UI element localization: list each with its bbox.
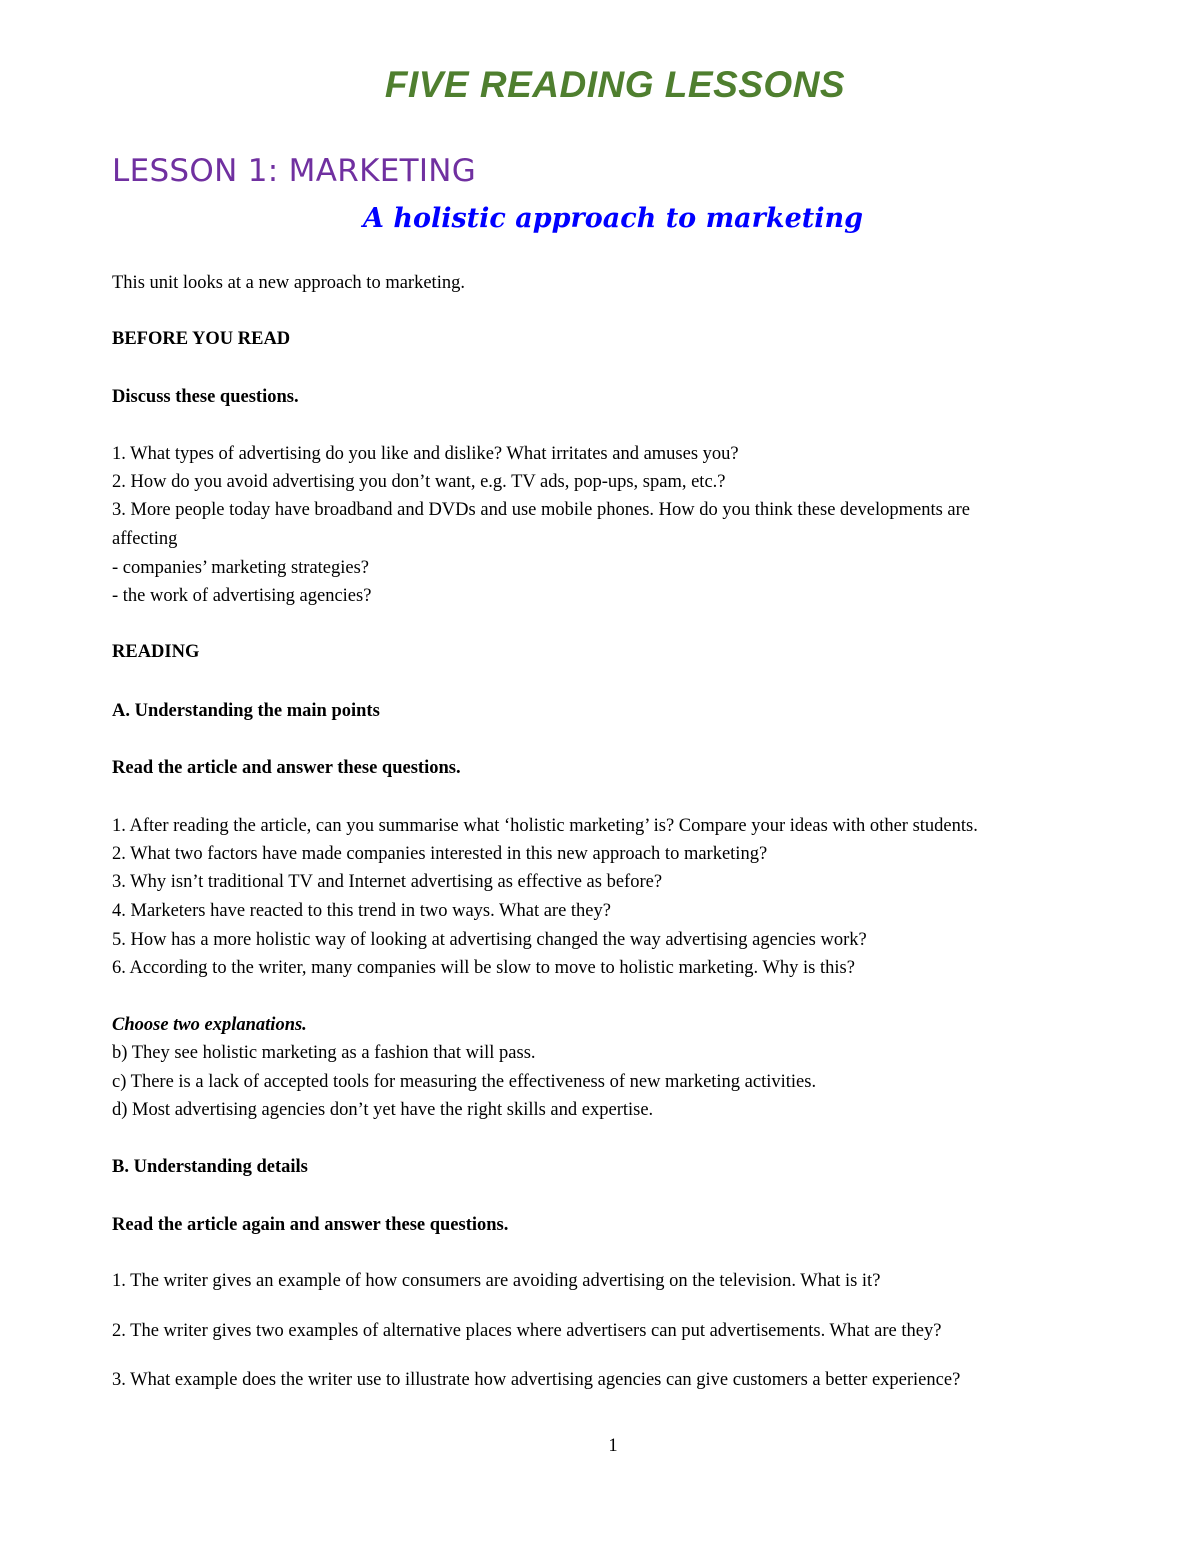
- before-you-read-heading: BEFORE YOU READ: [112, 329, 291, 349]
- lesson-heading: LESSON 1: MARKETING: [112, 153, 477, 189]
- section-a-question: 3. Why isn’t traditional TV and Internet advertising as effective as before?: [112, 872, 663, 892]
- explanation-option: b) They see holistic marketing as a fashion that will pass.: [112, 1043, 536, 1063]
- discussion-line: - the work of advertising agencies?: [112, 586, 372, 606]
- document-title: FIVE READING LESSONS: [384, 64, 846, 105]
- discussion-line: 3. More people today have broadband and DVDs and use mobile phones. How do you think these developments are: [112, 500, 970, 520]
- reading-heading: READING: [112, 642, 200, 662]
- section-b-heading: B. Understanding details: [112, 1157, 308, 1177]
- section-b-question: 1. The writer gives an example of how consumers are avoiding advertising on the television. What is it?: [112, 1271, 881, 1291]
- explanation-option: c) There is a lack of accepted tools for measuring the effectiveness of new marketing activities.: [112, 1072, 817, 1092]
- intro-text: This unit looks at a new approach to marketing.: [112, 273, 465, 293]
- discussion-line: - companies’ marketing strategies?: [112, 558, 370, 578]
- lesson-subtitle: A holistic approach to marketing: [362, 203, 863, 234]
- choose-explanations-label: Choose two explanations.: [112, 1015, 307, 1035]
- section-a-instruction: Read the article and answer these questions.: [112, 758, 461, 778]
- section-a-question: 5. How has a more holistic way of looking at advertising changed the way advertising agencies work?: [112, 930, 867, 950]
- section-b-instruction: Read the article again and answer these questions.: [112, 1215, 509, 1235]
- section-b-question: 2. The writer gives two examples of alternative places where advertisers can put advertisements. What are they?: [112, 1321, 942, 1341]
- explanation-option: d) Most advertising agencies don’t yet have the right skills and expertise.: [112, 1100, 654, 1120]
- section-a-question: 4. Marketers have reacted to this trend in two ways. What are they?: [112, 901, 611, 921]
- section-b-question: 3. What example does the writer use to illustrate how advertising agencies can give customers a better experience?: [112, 1370, 961, 1390]
- discussion-line: 2. How do you avoid advertising you don’t want, e.g. TV ads, pop-ups, spam, etc.?: [112, 472, 726, 492]
- section-a-heading: A. Understanding the main points: [112, 701, 380, 721]
- discuss-instruction: Discuss these questions.: [112, 387, 299, 407]
- section-a-question: 1. After reading the article, can you summarise what ‘holistic marketing’ is? Compare your ideas with other students.: [112, 816, 978, 836]
- section-a-question: 6. According to the writer, many companies will be slow to move to holistic marketing. Why is this?: [112, 958, 855, 978]
- section-a-question: 2. What two factors have made companies interested in this new approach to marketing?: [112, 844, 768, 864]
- discussion-line: affecting: [112, 529, 178, 549]
- discussion-line: 1. What types of advertising do you like and dislike? What irritates and amuses you?: [112, 444, 739, 464]
- page-number: 1: [608, 1436, 618, 1456]
